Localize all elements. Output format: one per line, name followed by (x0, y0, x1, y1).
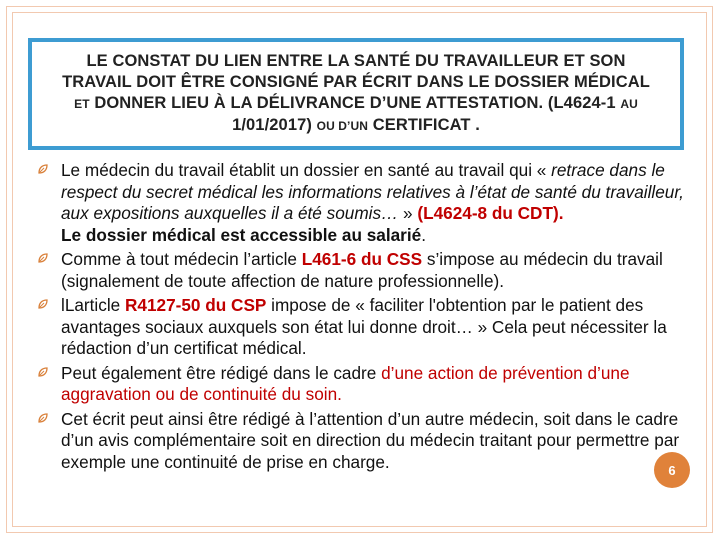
bullet-1-text-a: Le médecin du travail établit un dossier en santé au travail qui « (61, 160, 552, 180)
page-number-badge (654, 452, 690, 488)
bullet-item-5 (36, 409, 684, 474)
bullet-2-text-a: Comme à tout médecin l’article (61, 249, 302, 269)
bullet-5-text: Cet écrit peut ainsi être rédigé à l’attention d’un autre médecin, soit dans le cadre d’un avis complémentaire soit en direction du médecin traitant pour permettre par exemple une continuité de prise en charge. (61, 408, 680, 472)
title-box (28, 38, 684, 150)
title-line-4-end: CERTIFICAT . (368, 116, 480, 134)
bullet-1-quote: retrace dans le respect du secret médical les informations relatives à l’état de santé du travailleur, aux expositions auxquelles il a été soumis… (61, 160, 684, 223)
bullet-3-text-a: lLarticle (61, 295, 125, 315)
title-line-4: 1/01/2017) (232, 116, 317, 134)
bullet-item-4 (36, 363, 684, 406)
title-line-3: DONNER LIEU À LA DÉLIVRANCE D’UNE ATTESTATION. (L4624-1 (89, 94, 621, 112)
title-line-3-small: ET (74, 97, 90, 111)
bullet-4-highlight: d’une action de prévention d’une aggravation ou de continuité du soin. (61, 362, 630, 404)
bullet-3-text-b: impose de « faciliter l'obtention par le patient des avantages sociaux auxquels son état lui donne droit… » Cela peut nécessiter la rédaction d’un certificat médical. (61, 295, 667, 358)
title-line-4-small: OU D’UN (316, 119, 369, 133)
leaf-bullet-icon (38, 164, 48, 174)
slide-title (62, 51, 650, 137)
bullet-item-1 (36, 160, 684, 246)
title-line-1: LE CONSTAT DU LIEN ENTRE LA SANTÉ DU TRAVAILLEUR ET SON (86, 52, 626, 70)
bullet-3-reference: R4127-50 du CSP (125, 295, 267, 315)
bullet-list (36, 160, 684, 476)
leaf-bullet-icon (38, 413, 48, 423)
page-number: 6 (668, 462, 676, 478)
bullet-1-text-b: » (398, 203, 418, 223)
leaf-bullet-icon (38, 253, 48, 263)
leaf-bullet-icon (38, 367, 48, 377)
title-line-2: TRAVAIL DOIT ÊTRE CONSIGNÉ PAR ÉCRIT DANS LE DOSSIER MÉDICAL (62, 73, 650, 91)
bullet-2-reference: L461-6 du CSS (301, 249, 423, 269)
bullet-1-reference: (L4624-8 du CDT). (417, 203, 564, 223)
bullet-2-text-b: s’impose au médecin du travail (signalement de toute affection de nature professionnelle). (61, 249, 663, 291)
leaf-bullet-icon (38, 299, 48, 309)
title-line-3-small-end: AU (620, 97, 638, 111)
bullet-item-2 (36, 249, 684, 292)
bullet-1-emphasis: Le dossier médical est accessible au salarié (61, 224, 422, 245)
bullet-4-text-a: Peut également être rédigé dans le cadre (61, 362, 382, 383)
bullet-item-3 (36, 295, 684, 360)
bullet-1-period: . (421, 224, 426, 245)
